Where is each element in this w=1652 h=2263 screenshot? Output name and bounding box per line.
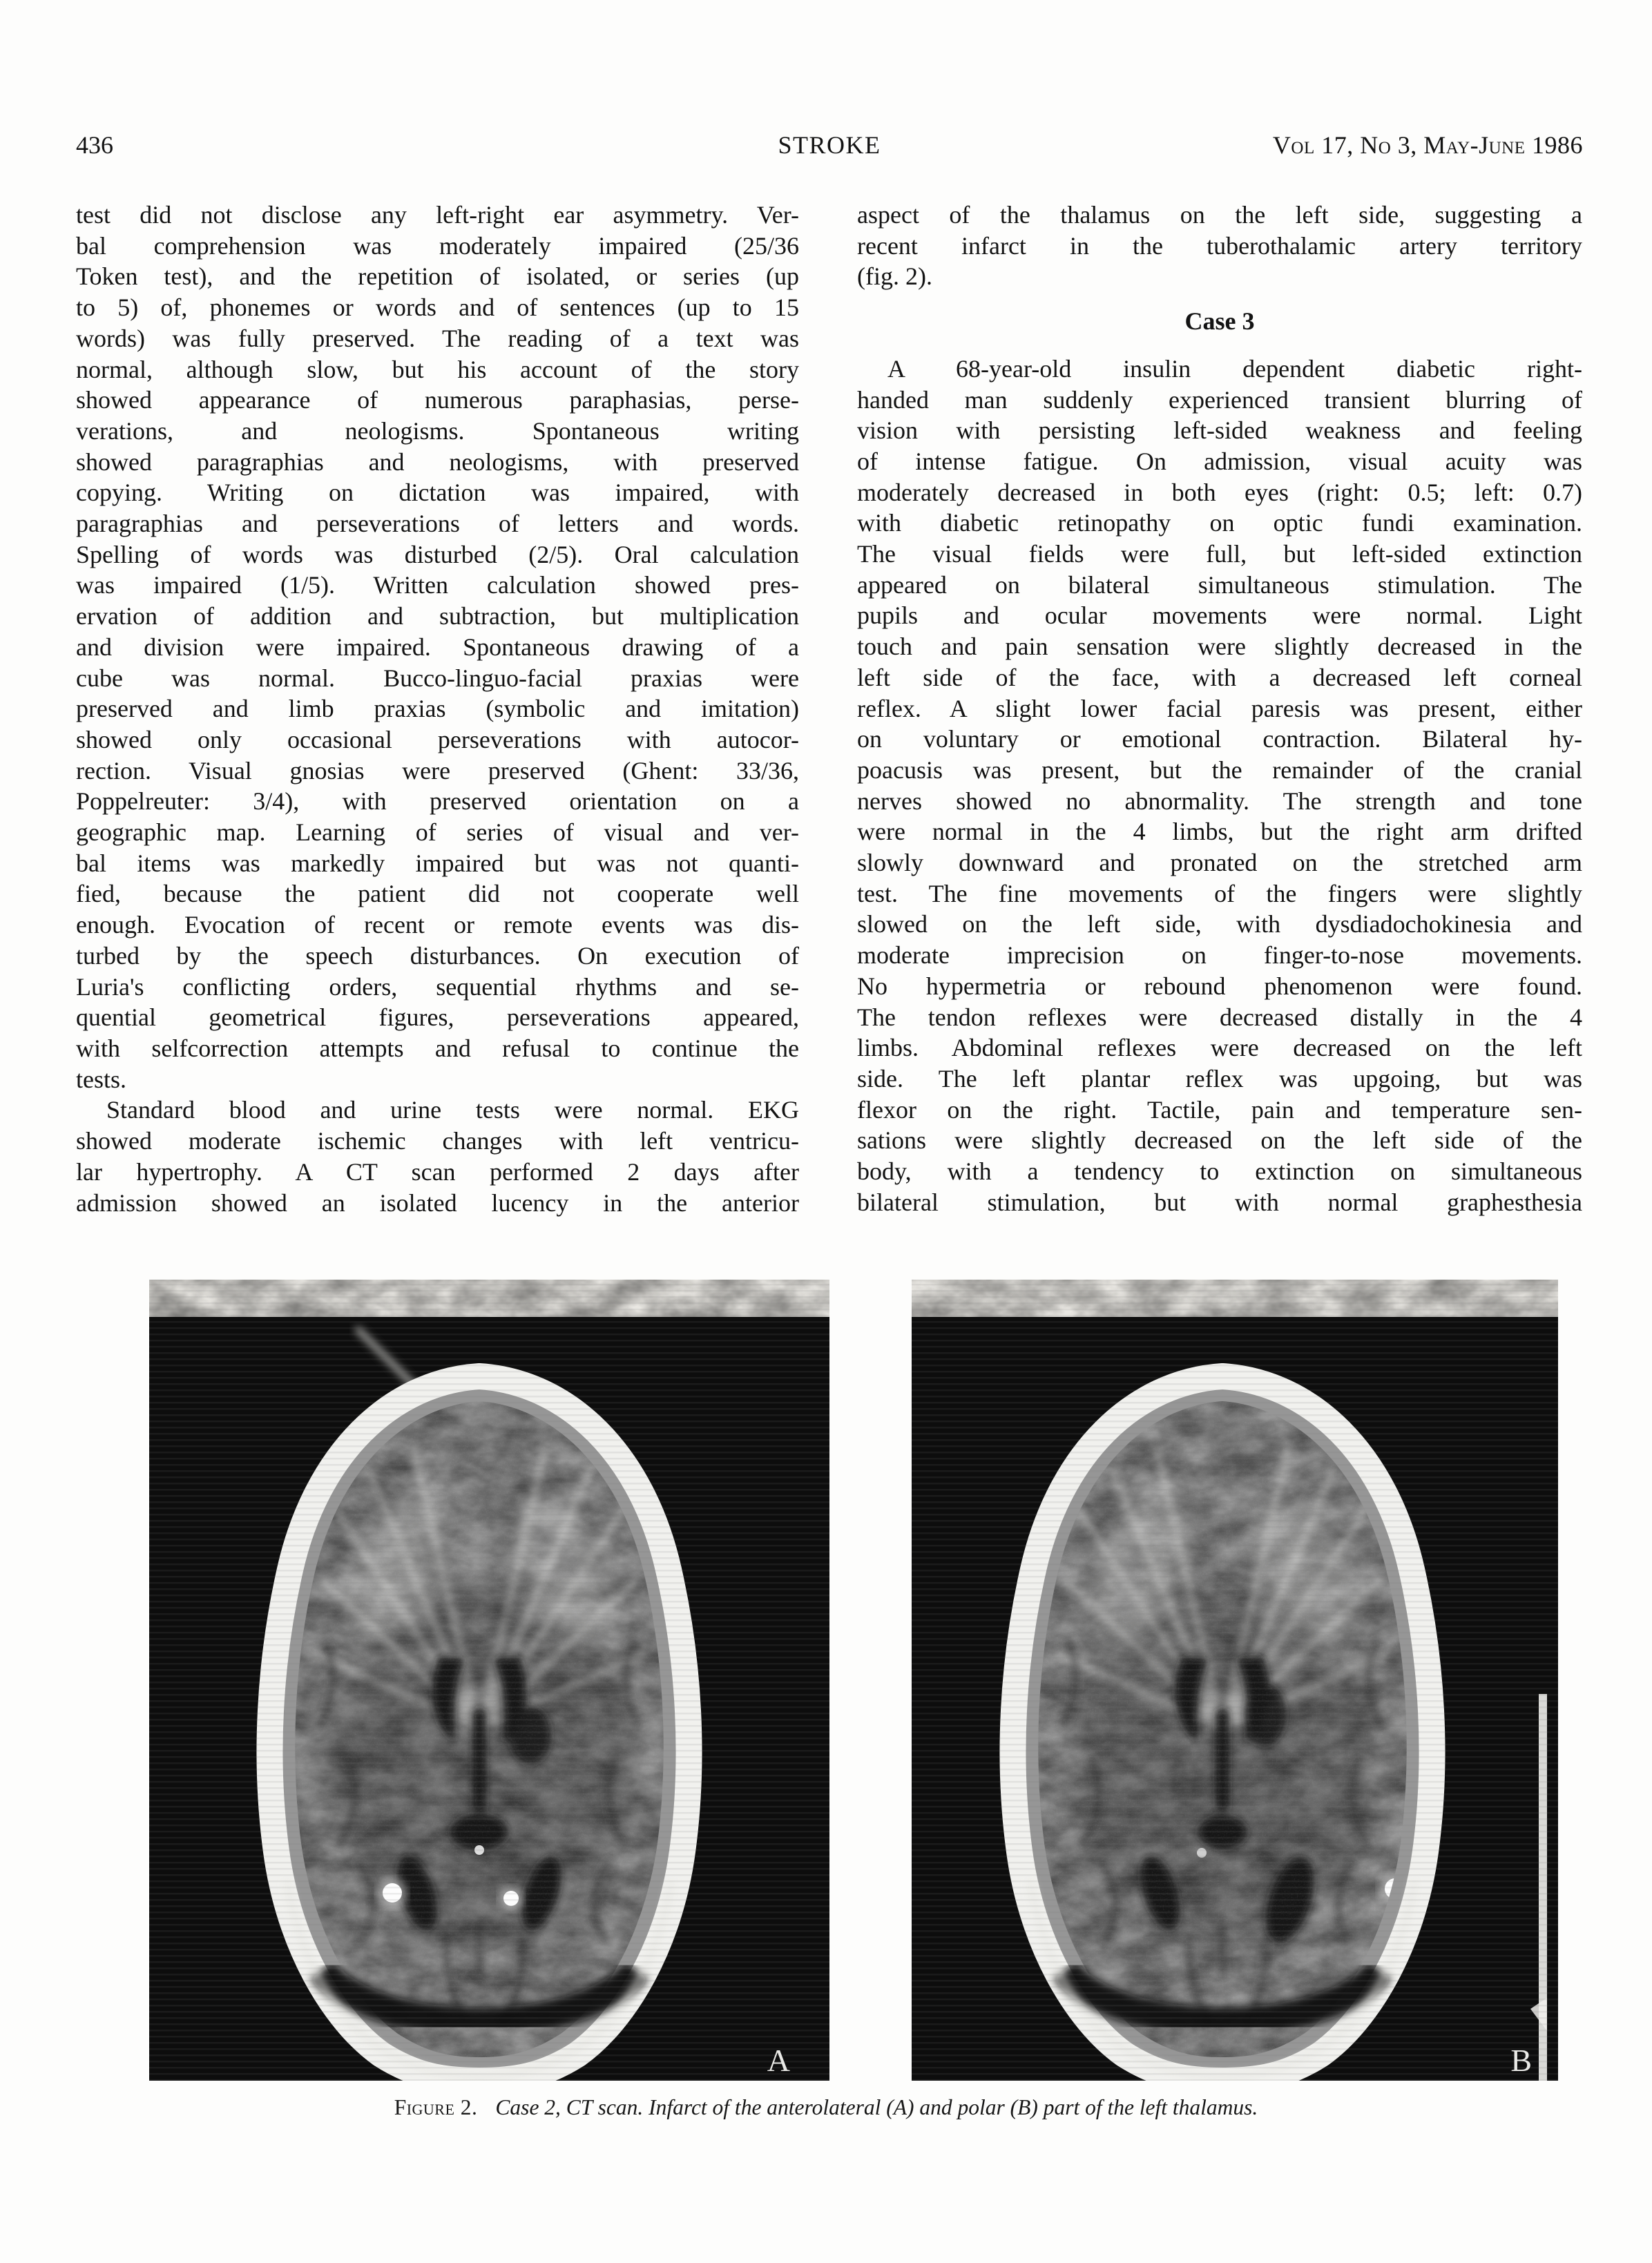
text-line: verations, and neologisms. Spontaneous writing <box>76 416 799 445</box>
text-line: admission showed an isolated lucency in the anterior <box>76 1188 799 1217</box>
text-line: showed paragraphias and neologisms, with preserved <box>76 447 799 476</box>
journal-title: STROKE <box>778 131 881 159</box>
text-line: Spelling of words was disturbed (2/5). Oral calculation <box>76 540 799 568</box>
text-line: bal comprehension was moderately impaired (25/36 <box>76 231 799 260</box>
text-line: normal, although slow, but his account of the story <box>76 355 799 383</box>
text-line: paragraphias and perseverations of letters and words. <box>76 510 799 538</box>
text-line: The visual fields were full, but left-sided extinction <box>857 540 1582 568</box>
text-line: appeared on bilateral simultaneous stimulation. The <box>857 570 1582 599</box>
text-line: pupils and ocular movements were normal. Light <box>857 601 1582 630</box>
text-line: moderately decreased in both eyes (right: 0.5; left: 0.7) <box>857 478 1582 506</box>
panel-a-label: A <box>767 2043 790 2078</box>
text-line: test did not disclose any left-right ear asymmetry. Ver- <box>76 201 799 229</box>
text-line: A 68-year-old insulin dependent diabetic right- <box>887 354 1582 383</box>
text-line: poacusis was present, but the remainder of the cranial <box>857 755 1582 784</box>
text-line: moderate imprecision on finger-to-nose movements. <box>857 941 1582 970</box>
text-line: was impaired (1/5). Written calculation showed pres- <box>76 571 799 599</box>
page-number: 436 <box>76 131 113 159</box>
text-line: ervation of addition and subtraction, but multiplication <box>76 602 799 630</box>
text-line: words) was fully preserved. The reading of a text was <box>76 324 799 352</box>
text-line: showed only occasional perseverations with autocor- <box>76 725 799 753</box>
ct-scan-b-image <box>912 1280 1558 2081</box>
text-line: enough. Evocation of recent or remote events was dis- <box>76 911 799 939</box>
text-line: vision with persisting left-sided weakness and feeling <box>857 416 1582 445</box>
text-line: sations were slightly decreased on the left side of the <box>857 1126 1582 1155</box>
text-line: test. The fine movements of the fingers were slightly <box>857 879 1582 907</box>
text-line: aspect of the thalamus on the left side, suggesting a <box>857 201 1582 229</box>
text-line: showed moderate ischemic changes with left ventricu- <box>76 1127 799 1155</box>
text-line: slowed on the left side, with dysdiadochokinesia and <box>857 910 1582 938</box>
text-line: rection. Visual gnosias were preserved (Ghent: 33/36, <box>76 756 799 784</box>
text-line: copying. Writing on dictation was impaired, with <box>76 479 799 507</box>
text-line: with selfcorrection attempts and refusal to continue the <box>76 1034 799 1062</box>
text-line: Poppelreuter: 3/4), with preserved orientation on a <box>76 787 799 816</box>
text-line: were normal in the 4 limbs, but the right arm drifted <box>857 818 1582 846</box>
text-line: recent infarct in the tuberothalamic artery territory <box>857 231 1582 260</box>
text-line: handed man suddenly experienced transient blurring of <box>857 385 1582 414</box>
text-line: tests. <box>76 1065 127 1093</box>
text-line: slowly downward and pronated on the stretched arm <box>857 849 1582 877</box>
case-3-block <box>857 354 1582 1218</box>
text-line: cube was normal. Bucco-linguo-facial praxias were <box>76 664 799 692</box>
figure-caption <box>0 2095 1652 2120</box>
case-3-heading: Case 3 <box>1184 307 1255 336</box>
text-line: limbs. Abdominal reflexes were decreased on the left <box>857 1034 1582 1062</box>
text-line: showed appearance of numerous paraphasias, perse- <box>76 386 799 414</box>
text-line: side. The left plantar reflex was upgoing, but was <box>857 1064 1582 1092</box>
text-line: with diabetic retinopathy on optic fundi examination. <box>857 509 1582 537</box>
ct-scan-a-image <box>149 1280 829 2081</box>
text-line: flexor on the right. Tactile, pain and temperature sen- <box>857 1095 1582 1124</box>
figure-caption-label: Figure 2. <box>394 2095 478 2119</box>
text-line: preserved and limb praxias (symbolic and imitation) <box>76 695 799 723</box>
text-line: bal items was markedly impaired but was not quanti- <box>76 849 799 877</box>
text-line: nerves showed no abnormality. The strength and tone <box>857 787 1582 815</box>
text-line: turbed by the speech disturbances. On execution of <box>76 941 799 970</box>
text-line: (fig. 2). <box>857 262 932 291</box>
figure-caption-text: Case 2, CT scan. Infarct of the anterolateral (A) and polar (B) part of the left thalamus. <box>495 2095 1258 2119</box>
text-line: Token test), and the repetition of isolated, or series (up <box>76 262 799 291</box>
panel-b-label: B <box>1510 2043 1532 2078</box>
text-line: and division were impaired. Spontaneous drawing of a <box>76 633 799 661</box>
text-line: left side of the face, with a decreased left corneal <box>857 663 1582 691</box>
text-line: lar hypertrophy. A CT scan performed 2 days after <box>76 1157 799 1186</box>
text-line: fied, because the patient did not cooperate well <box>76 880 799 908</box>
text-line: The tendon reflexes were decreased distally in the 4 <box>857 1003 1582 1031</box>
issue-info: Vol 17, No 3, May-June 1986 <box>1272 131 1583 159</box>
text-line: on voluntary or emotional contraction. Bilateral hy- <box>857 725 1582 753</box>
left-column <box>76 200 799 1218</box>
text-line: No hypermetria or rebound phenomenon were found. <box>857 972 1582 1000</box>
text-line: touch and pain sensation were slightly decreased in the <box>857 633 1582 661</box>
text-line: Standard blood and urine tests were normal. EKG <box>106 1096 799 1124</box>
paragraph-end-block <box>857 200 1582 292</box>
text-line: to 5) of, phonemes or words and of sentences (up to 15 <box>76 293 799 322</box>
right-column <box>857 200 1582 1218</box>
text-line: Luria's conflicting orders, sequential rhythms and se- <box>76 972 799 1001</box>
text-line: body, with a tendency to extinction on simultaneous <box>857 1157 1582 1186</box>
text-line: geographic map. Learning of series of visual and ver- <box>76 818 799 847</box>
text-line: quential geometrical figures, perseverations appeared, <box>76 1003 799 1032</box>
text-line: of intense fatigue. On admission, visual acuity was <box>857 447 1582 475</box>
text-line: bilateral stimulation, but with normal graphesthesia <box>857 1188 1582 1216</box>
text-line: reflex. A slight lower facial paresis was present, either <box>857 694 1582 722</box>
